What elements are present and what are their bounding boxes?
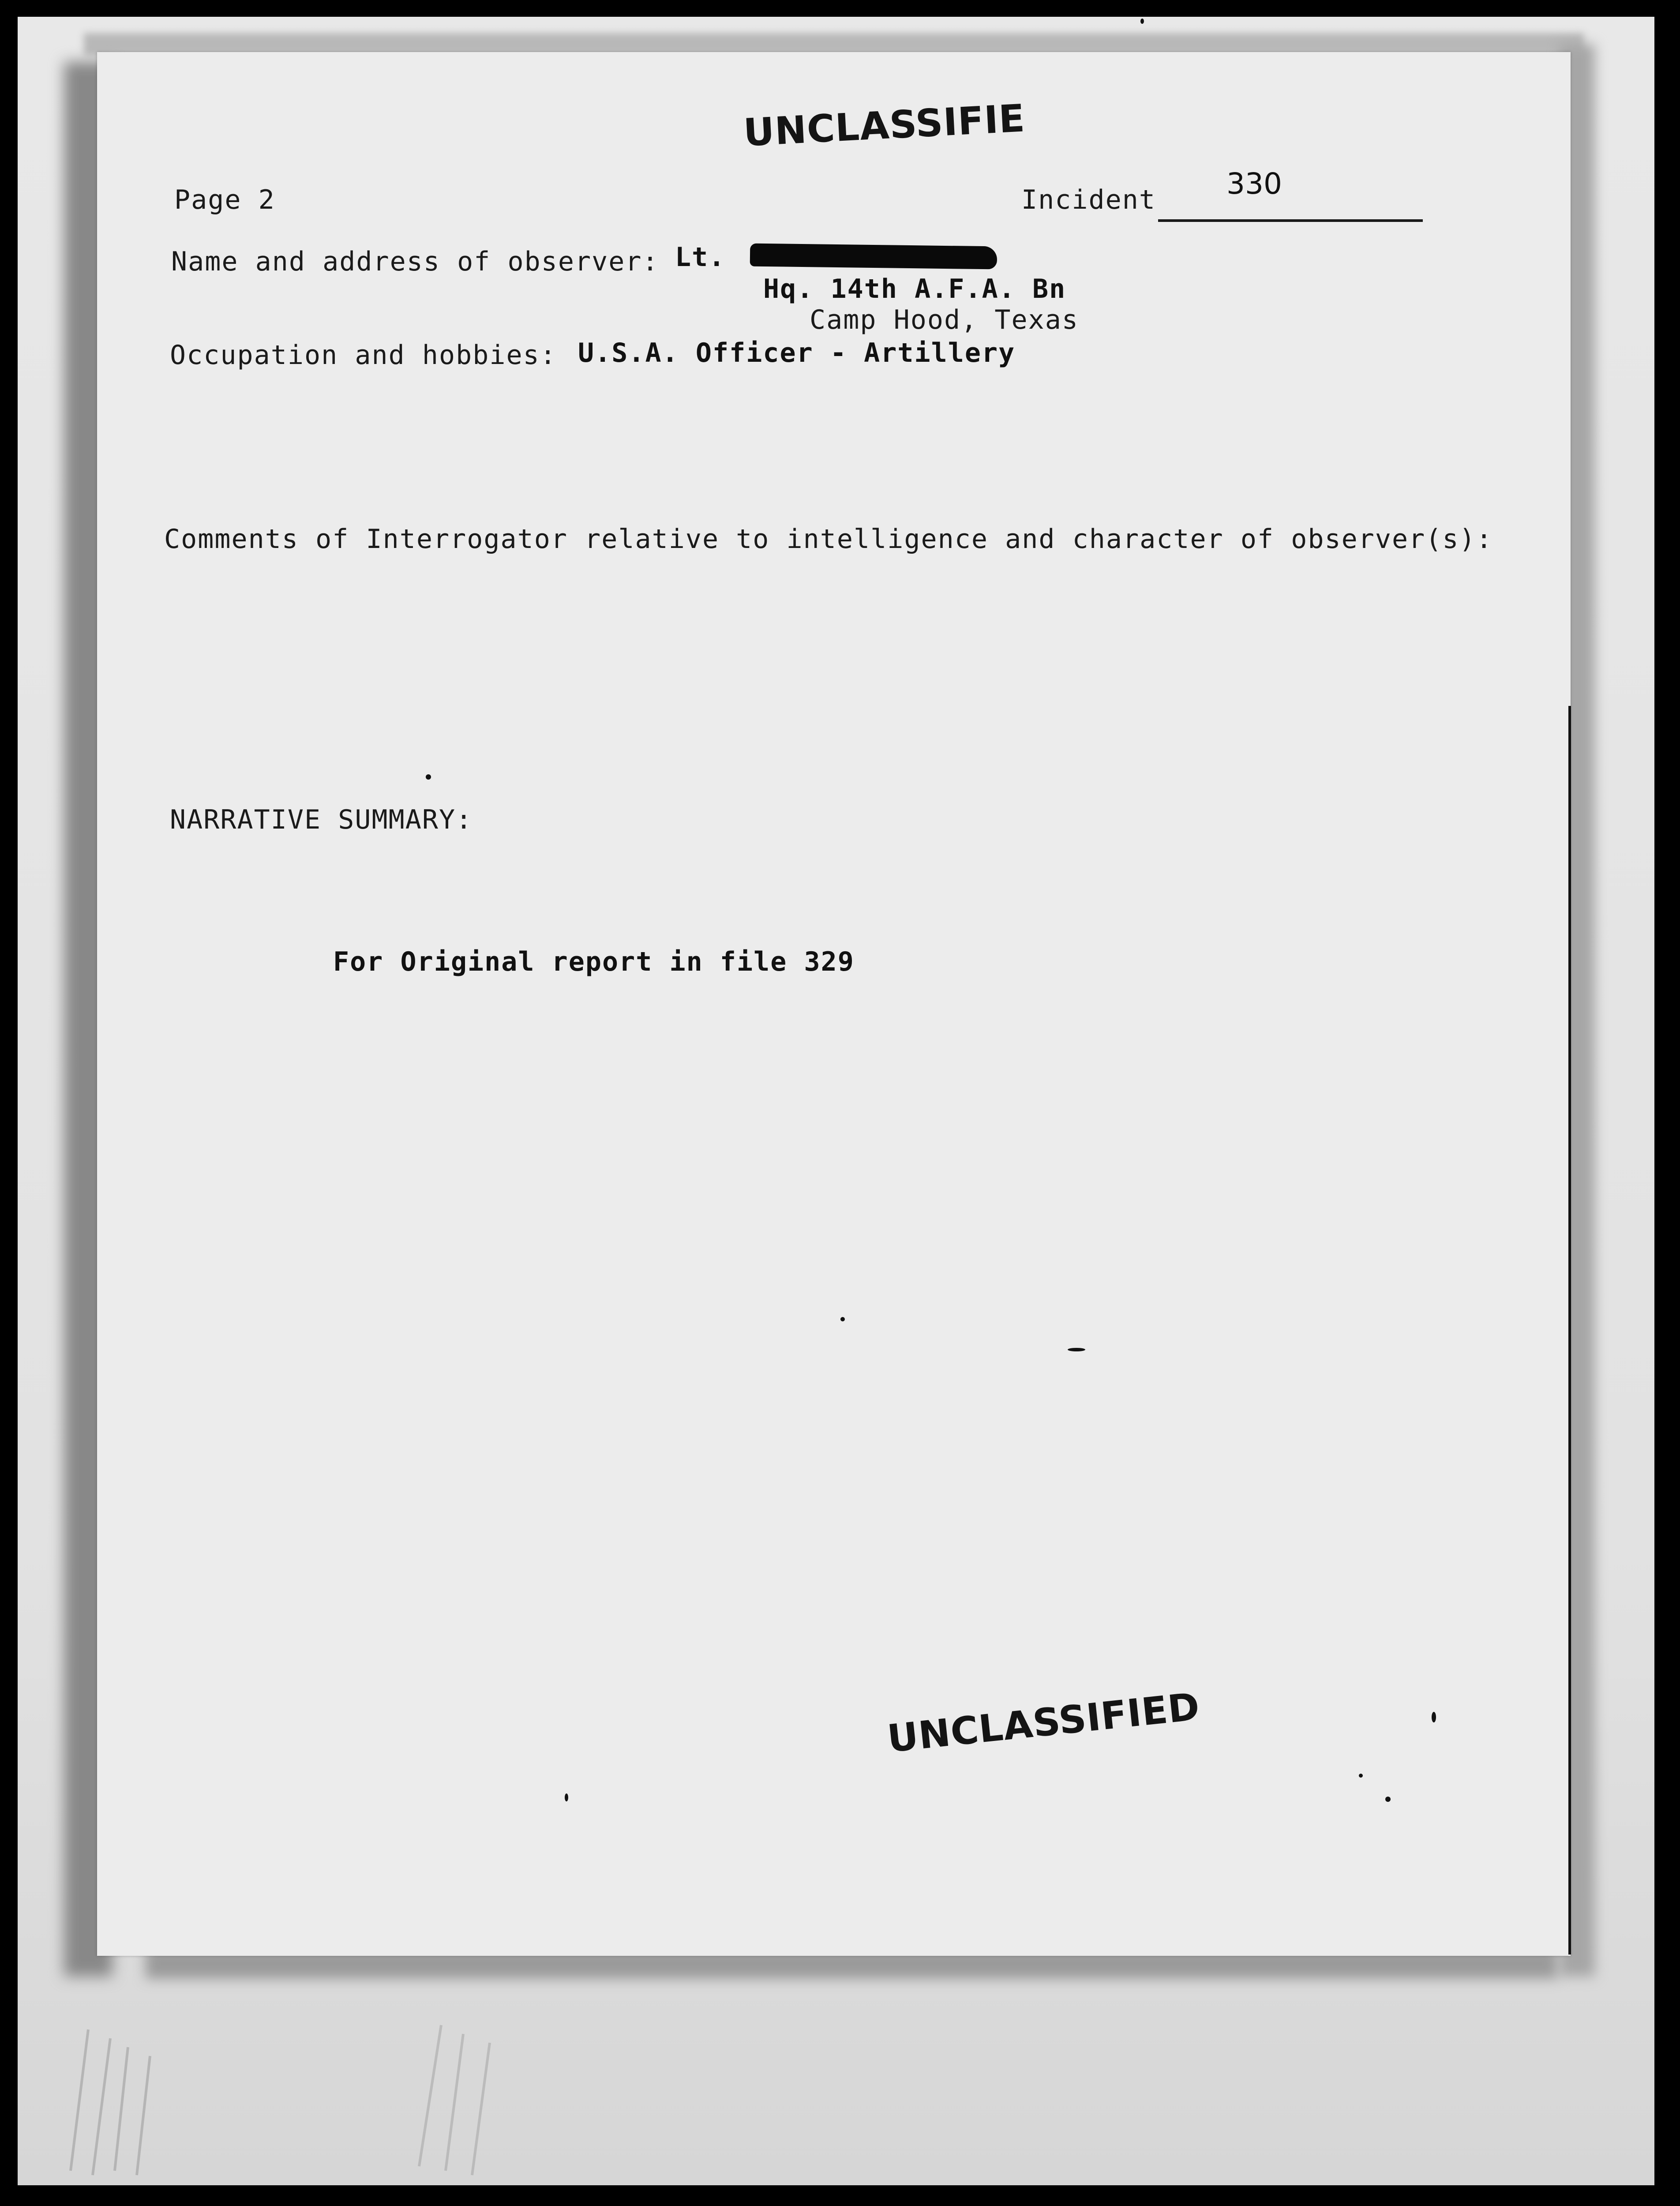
narrative-summary-heading: NARRATIVE SUMMARY: xyxy=(170,804,473,835)
unclassified-stamp-top: UNCLASSIFIE xyxy=(742,96,1026,155)
paper-speck xyxy=(565,1793,568,1801)
observer-address-line1: Hq. 14th A.F.A. Bn xyxy=(763,274,1066,304)
occupation-value: U.S.A. Officer - Artillery xyxy=(578,338,1016,368)
observer-rank: Lt. xyxy=(675,242,726,273)
comments-label: Comments of Interrogator relative to intelligence and character of observer(s): xyxy=(164,524,1493,555)
paper-speck xyxy=(1385,1797,1391,1802)
bottom-scratch-marks-2 xyxy=(406,2012,521,2180)
incident-label: Incident xyxy=(1021,184,1156,215)
paper-speck xyxy=(1432,1712,1436,1722)
paper-speck xyxy=(1068,1348,1085,1351)
observer-label: Name and address of observer: xyxy=(171,246,659,277)
page-right-edge-line xyxy=(1568,706,1571,1955)
redacted-observer-name xyxy=(750,244,998,270)
paper-speck xyxy=(1359,1774,1363,1778)
paper-speck xyxy=(426,774,431,780)
narrative-text: For Original report in file 329 xyxy=(333,946,855,977)
unclassified-stamp-bottom: UNCLASSIFIED xyxy=(885,1685,1202,1761)
occupation-label: Occupation and hobbies: xyxy=(170,340,557,371)
bottom-scratch-marks xyxy=(62,2012,176,2180)
paper-speck xyxy=(1140,19,1144,24)
incident-number: 330 xyxy=(1226,167,1282,201)
incident-underline xyxy=(1158,219,1423,222)
paper-speck xyxy=(840,1317,845,1321)
observer-address-line2: Camp Hood, Texas xyxy=(810,304,1079,335)
page-number: Page 2 xyxy=(174,184,275,215)
